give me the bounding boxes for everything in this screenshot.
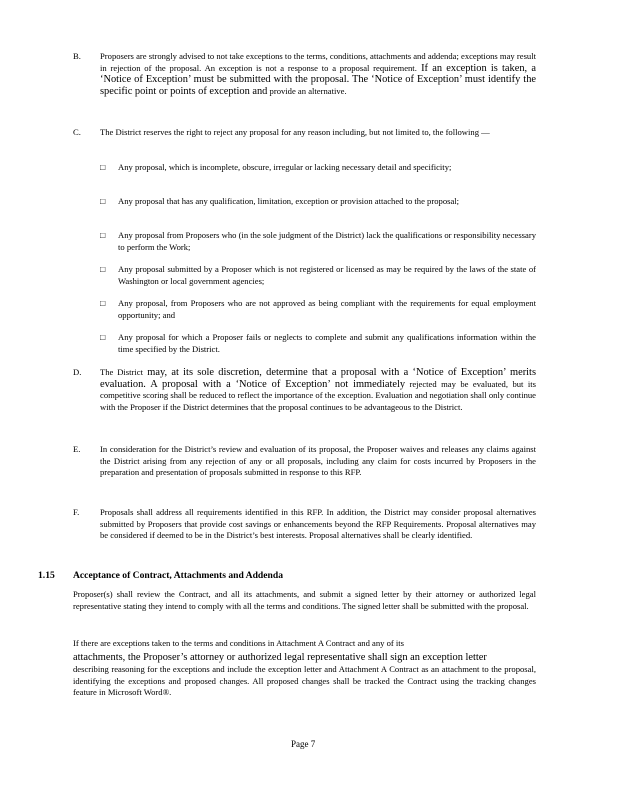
checkbox-bullet-icon: □	[100, 230, 106, 240]
section-title: Acceptance of Contract, Attachments and Addenda	[73, 570, 283, 581]
checkbox-bullet-icon: □	[100, 264, 106, 274]
item-d-text-1: The District	[100, 367, 143, 377]
bullet-item: Any proposal, from Proposers who are not approved as being compliant with the requirements for equal employment opportunity; and	[118, 298, 536, 320]
page-number: Page 7	[291, 739, 316, 749]
bullet-item: Any proposal that has any qualification, limitation, exception or provision attached to the proposal;	[118, 196, 460, 206]
bullet-item: Any proposal submitted by a Proposer which is not registered or licensed as may be required by the laws of the state of Washington or local government agencies;	[118, 264, 536, 286]
item-letter-f: F.	[73, 507, 80, 517]
section-1-15-para-2-line-1: If there are exceptions taken to the terms and conditions in Attachment A Contract and any of its	[73, 638, 405, 648]
bullet-item: Any proposal from Proposers who (in the sole judgment of the District) lack the qualifications or responsibility necessary to perform the Work;	[118, 230, 536, 252]
item-letter-e: E.	[73, 444, 81, 454]
bullet-item: Any proposal for which a Proposer fails or neglects to complete and submit any qualifications information within the time specified by the District.	[118, 332, 536, 354]
item-letter-d: D.	[73, 367, 82, 377]
item-b-text-1: Proposers are strongly advised to not take exceptions to the terms, conditions, attachments and addenda; exceptions may result in rejection of the proposal. An exception is not a response to a proposal requirement.	[100, 51, 536, 73]
item-b-text-2: If an exception is taken, a ‘Notice of Exception’ must be submitted with the proposal. The ‘Notice of Exception’ must identify the specific point or points of exception and	[100, 62, 536, 97]
item-f-text: Proposals shall address all requirements identified in this RFP. In addition, the District may consider proposal alternatives submitted by Proposers that provide cost savings or enhancements beyond the RFP Requirements. Proposal alternatives may be considered if deemed to be in the District’s best interests. Proposal alternatives shall be clearly identified.	[100, 507, 536, 541]
item-d-text-2: may, at its sole discretion, determine that a proposal with a ‘Notice of Exception’ merits evaluation. A proposal with a ‘Notice of Exception’ not immediately	[100, 367, 536, 390]
bullet-item: Any proposal, which is incomplete, obscure, irregular or lacking necessary detail and specificity;	[118, 162, 452, 172]
checkbox-bullet-icon: □	[100, 196, 106, 206]
section-1-15-para-2-line-2: attachments, the Proposer’s attorney or authorized legal representative shall sign an exception letter	[73, 652, 487, 663]
item-e-text: In consideration for the District’s review and evaluation of its proposal, the Proposer waives and releases any claims against the District arising from any rejection of any or all proposals, including any claim for costs incurred by Proposers in the preparation and presentation of proposals submitted in response to this RFP.	[100, 444, 536, 478]
section-1-15-para-1: Proposer(s) shall review the Contract, and all its attachments, and submit a signed letter by their attorney or authorized legal representative stating they intend to comply with all the terms and conditions. The signed letter shall be submitted with the proposal.	[73, 589, 536, 611]
checkbox-bullet-icon: □	[100, 298, 106, 308]
item-b-text-3: provide an alternative.	[269, 85, 347, 96]
checkbox-bullet-icon: □	[100, 162, 106, 172]
item-d-text	[100, 367, 536, 413]
checkbox-bullet-icon: □	[100, 332, 106, 342]
section-1-15-para-2-rest: describing reasoning for the exceptions and include the exception letter and Attachment A Contract as an attachment to the proposal, identifying the exceptions and proposed changes. All proposed changes shall be tracked the Contract using the tracking changes feature in Microsoft Word®.	[73, 664, 536, 698]
item-letter-c: C.	[73, 127, 81, 137]
section-number: 1.15	[38, 570, 55, 581]
item-letter-b: B.	[73, 51, 81, 61]
item-c-intro: The District reserves the right to reject any proposal for any reason including, but not limited to, the following —	[100, 127, 490, 137]
item-d-text-3: rejected may be evaluated, but its competitive scoring shall be reduced to reflect the importance of the exception. Evaluation and negotiation shall only continue with the Proposer if the District determines that the proposal continues to be advantageous to the District.	[100, 378, 536, 412]
item-b-text	[100, 51, 536, 97]
